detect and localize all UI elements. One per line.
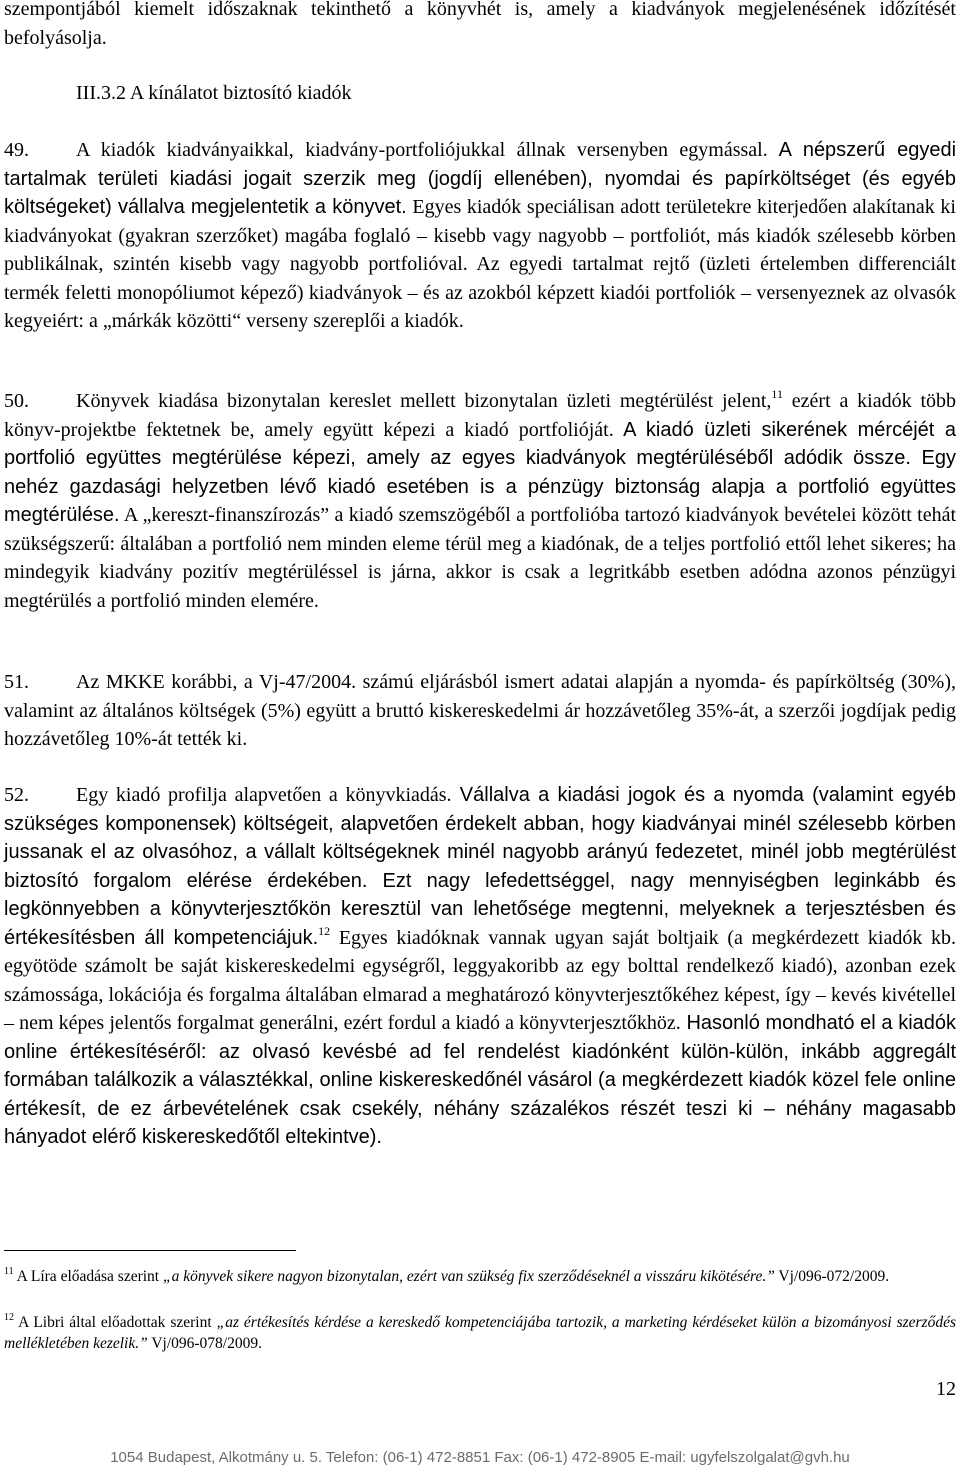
paragraph-number: 52. [4,784,29,806]
document-page [4,0,956,1471]
footnote-separator [4,1250,296,1251]
paragraph-50: 50. Könyvek kiadása bizonytalan kereslet mellett bizonytalan üzleti megtérülést jelent,$^{11}$ ezért a kiadók több könyv-projektbe fektetnek be, amely együtt képezi a kiadó portfolióját. A kiadó üzleti sikerének mércéjét a portfolió együttes megtérülése képezi, amely az egyes kiadványok megtérüléséből adódik össze. Egy nehéz gazdasági helyzetben lévő kiadó esetében is a pénzügy biztonság alapja a portfolió együttes megtérülése. A „kereszt-finanszírozás” a kiadó szemszögéből a portfolióba tartozó kiadványok bevételei között tehát szükségszerű: általában a portfolió nem minden eleme térül meg a kiadónak, de a teljes portfolió ettől lehet sikeres; ha mindegyik kiadvány pozitív megtérüléssel is járna, akkor is csak a legritkább esetben adódna azonos pénzügyi megtérülés a portfolió minden elemére. [4,387,957,612]
page-footer: 1054 Budapest, Alkotmány u. 5. Telefon: (06-1) 472-8851 Fax: (06-1) 472-8905 E-mail: ugyfelszolgalat@gvh.hu [110,1449,850,1466]
paragraph-51: 51. Az MKKE korábbi, a Vj-47/2004. számú eljárásból ismert adatai alapján a nyomda- és papírköltség (30%), valamint az általános költségek (5%) együtt a bruttó kiskereskedelmi ár hozzávetőleg 35%-át, a szerzői jogdíjak pedig hozzávetőleg 10%-át tették ki. [4,668,956,754]
page-number: 12 [936,1378,956,1400]
paragraph-number: 49. [4,139,29,161]
paragraph-49: 49. A kiadók kiadványaikkal, kiadvány-portfoliójukkal állnak versenyben egymással. A népszerű egyedi tartalmak területi kiadási jogait szerzik meg (jogdíj ellenében), nyomdai és papírköltséget (és egyéb költségeket) vállalva megjelentetik a könyvet. Egyes kiadók speciálisan adott területekre kiterjedően alakítanak ki kiadványokat (gyakran szerzőket) magába foglaló – kisebb vagy nagyobb – portfoliót, más kiadók szélesebb körben publikálnak, szintén kisebb vagy nagyobb portfolióval. Az egyedi tartalmat rejtő (üzleti értelemben differenciált termék feletti monopóliumot képező) kiadványok – és az azokból képzett kiadói portfoliók – versenyeznek az olvasók kegyeiért: a „márkák közötti“ verseny szereplői a kiadók. [4,136,956,336]
footnote-12: $^{12}$ A Libri által előadottak szerint „az értékesítés kérdése a kereskedő kompetenciájába tartozik, a marketing kérdéseket külön a bizományosi szerződés mellékletében kezelik.” Vj/096-078/2009. [4,1312,956,1352]
footnote-11: $^{11}$ A Líra előadása szerint „a könyvek sikere nagyon bizonytalan, ezért van szükség fix szerződéseknél a visszáru kikötésére.” Vj/096-072/2009. [4,1266,890,1285]
paragraph-number: 50. [4,390,29,412]
section-heading: III.3.2 A kínálatot biztosító kiadók [76,82,352,104]
footnote-number: 11 [4,1266,14,1277]
paragraph-52: 52. Egy kiadó profilja alapvetően a könyvkiadás. Vállalva a kiadási jogok és a nyomda (valamint egyéb szükséges komponensek) költségeit, alapvetően érdekelt abban, hogy kiadványai minél szélesebb körben jussanak el az olvasóhoz, a vállalt költségeknek minél nagyobb arányú fedezetet, minél jobb megtérülést biztosító forgalom elérése érdekében. Ezt nagy lefedettséggel, nagy mennyiségben leginkább és legkönnyebben a könyvterjesztőkön keresztül van lehetősége megtenni, melyeknek a terjesztésben és értékesítésben áll kompetenciájuk.$^{12}$ Egyes kiadóknak vannak ugyan saját boltjaik (a megkérdezett kiadók kb. egyötöde számolt be saját kiskereskedelmi egységről, leggyakoribb az egy bolttal rendelkező kiadó), azonban ezek számossága, lokációja és forgalma általában elmarad a meghatározó könyvterjesztőkéhez képest, így – kevés kivétellel – nem képes jelentős forgalmat generálni, ezért fordul a kiadó a könyvterjesztőkhöz. Hasonló mondható el a kiadók online értékesítéséről: az olvasó kevésbé ad fel rendelést kiadónként külön-külön, inkább aggregált formában találkozik a választékkal, online kiskereskedőnél vásárol (a megkérdezett kiadók közel fele online értékesít, de ez árbevételének csak csekély, néhány százalékos részét teszi ki – néhány magasabb hányadot elérő kiskereskedőtől eltekintve). [4,781,956,1152]
footnote-ref-12[interactable]: 12 [318,923,331,938]
footnote-ref-11[interactable]: 11 [771,387,783,401]
paragraph-number: 51. [4,671,29,693]
paragraph-intro: szempontjából kiemelt időszaknak tekinthető a könyvhét is, amely a kiadványok megjelenésének időzítését befolyásolja. [4,0,956,49]
footnote-number: 12 [4,1312,14,1323]
